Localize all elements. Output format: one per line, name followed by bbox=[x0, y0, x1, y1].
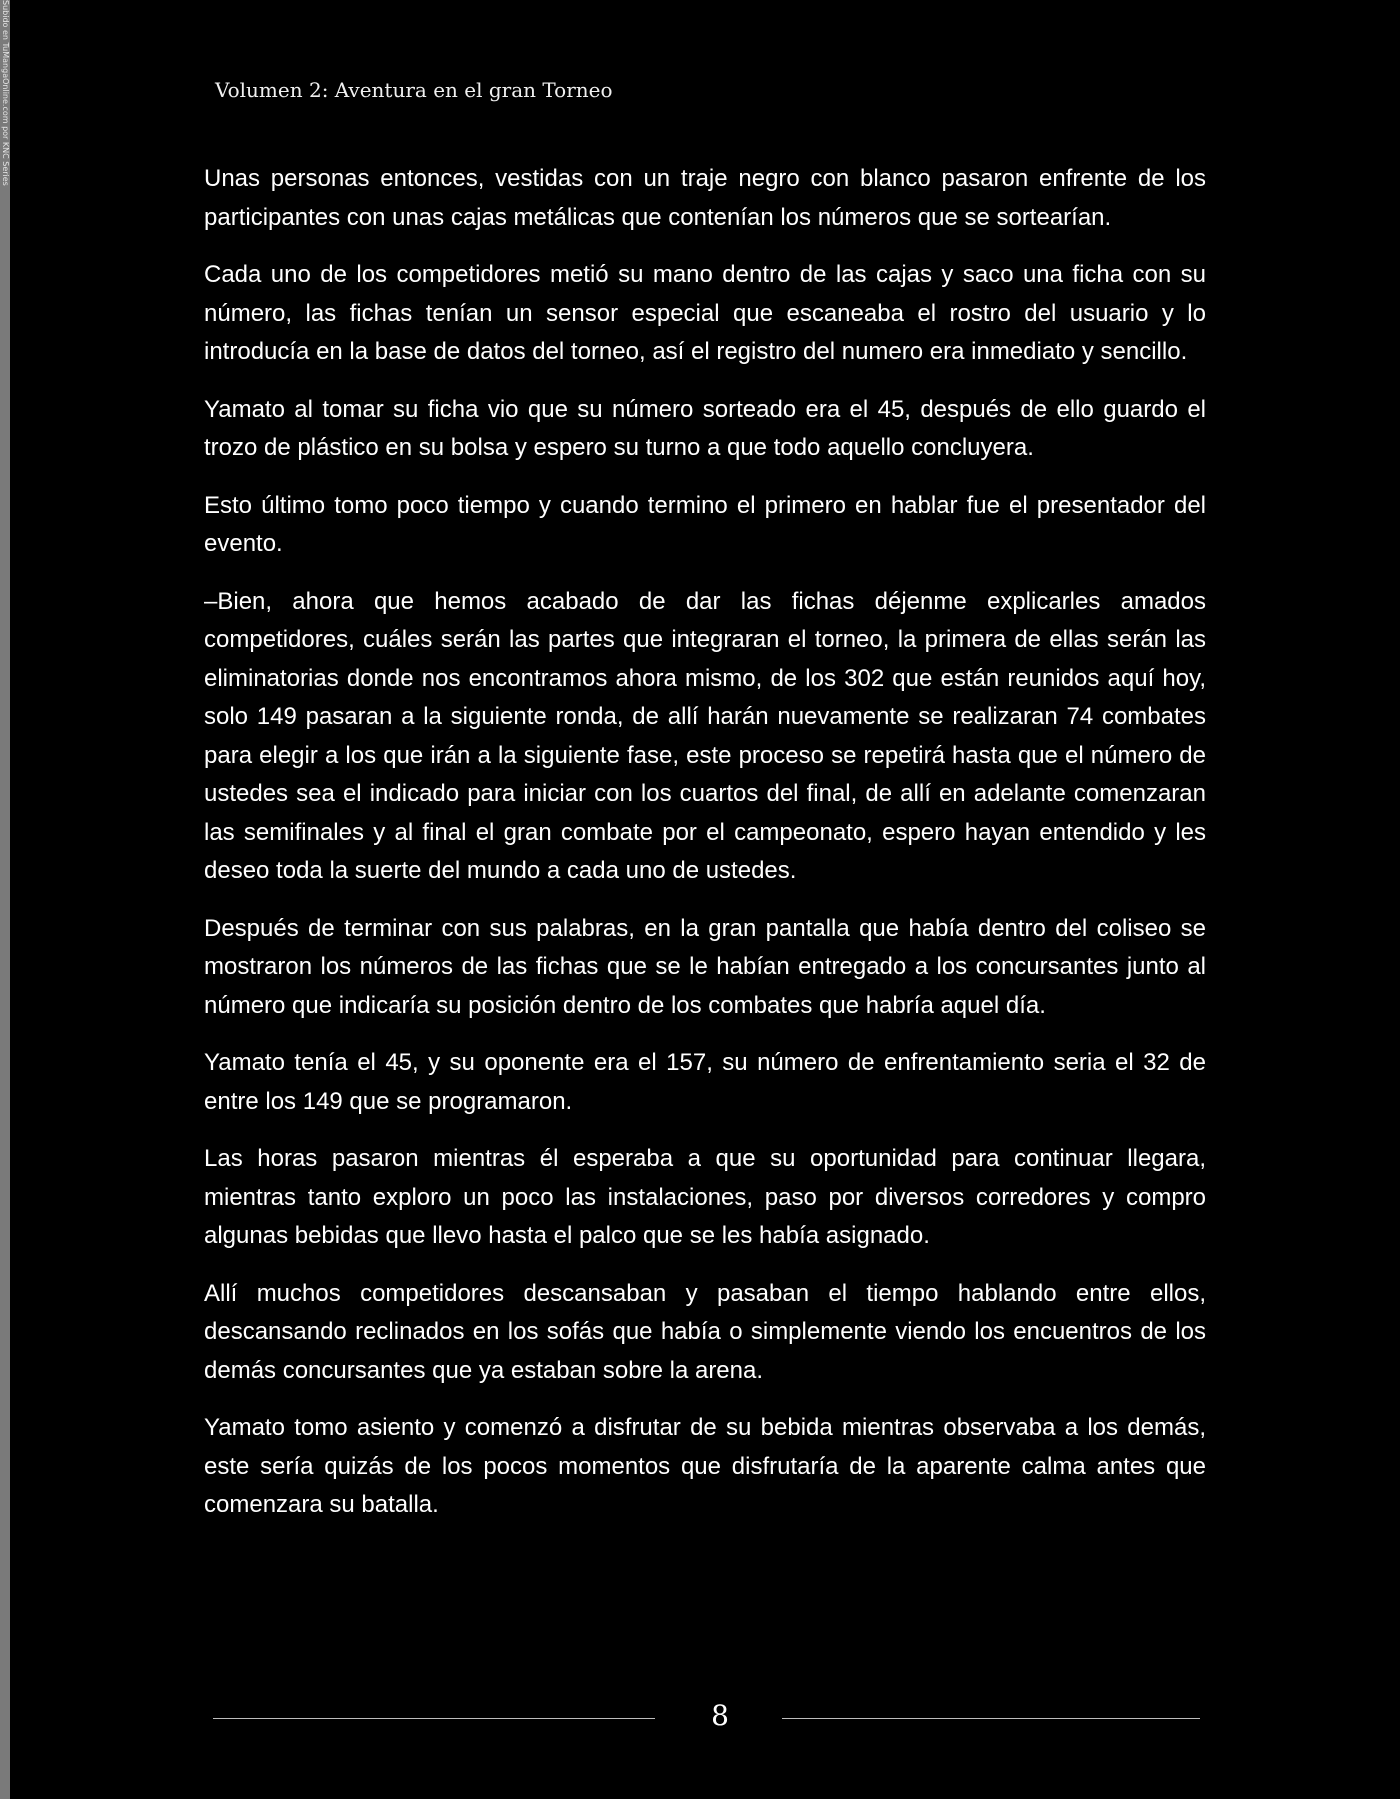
paragraph: Unas personas entonces, vestidas con un traje negro con blanco pasaron enfrente de los participantes con unas cajas metálicas que contenían los números que se sortearían. bbox=[204, 165, 1206, 231]
paragraph: Después de terminar con sus palabras, en la gran pantalla que había dentro del coliseo se mostraron los números de las fichas que se le habían entregado a los concursantes junto al número que indicaría su posición dentro de los combates que habría aquel día. bbox=[204, 914, 1206, 1019]
page-number: 8 bbox=[711, 1699, 729, 1732]
running-header: Volumen 2: Aventura en el gran Torneo bbox=[215, 78, 613, 102]
paragraph: Las horas pasaron mientras él esperaba a que su oportunidad para continuar llegara, mientras tanto exploro un poco las instalaciones, paso por diversos corredores y compro algunas bebidas que llevo hasta el palco que se les había asignado. bbox=[204, 1145, 1206, 1249]
footer-rule-right bbox=[782, 1718, 1200, 1719]
paragraph: Yamato al tomar su ficha vio que su número sorteado era el 45, después de ello guardo el trozo de plástico en su bolsa y espero su turno a que todo aquello concluyera. bbox=[204, 395, 1206, 461]
side-watermark: Subido en TuMangaOnline.com por KNC Series bbox=[1, 0, 10, 186]
paragraph: Yamato tenía el 45, y su oponente era el 157, su número de enfrentamiento seria el 32 de entre los 149 que se programaron. bbox=[204, 1049, 1206, 1115]
paragraph: Cada uno de los competidores metió su mano dentro de las cajas y saco una ficha con su número, las fichas tenían un sensor especial que escaneaba el rostro del usuario y lo introducía en la base de datos del torneo, así el registro del numero era inmediato y sencillo. bbox=[204, 261, 1206, 365]
text-body bbox=[204, 160, 1206, 1544]
paragraph: Yamato tomo asiento y comenzó a disfrutar de su bebida mientras observaba a los demás, este sería quizás de los pocos momentos que disfrutaría de la aparente calma antes que comenzara su batalla. bbox=[204, 1414, 1206, 1518]
paragraph: –Bien, ahora que hemos acabado de dar las fichas déjenme explicarles amados competidores, cuáles serán las partes que integraran el torneo, la primera de ellas serán las eliminatorias donde nos encontramos ahora mismo, de los 302 que están reunidos aquí hoy, solo 149 pasaran a la siguiente ronda, de allí harán nuevamente se realizaran 74 combates para elegir a los que irán a la siguiente fase, este proceso se repetirá hasta que el número de ustedes sea el indicado para iniciar con los cuartos del final, de allí en adelante comenzaran las semifinales y al final el gran combate por el campeonato, espero hayan entendido y les deseo toda la suerte del mundo a cada uno de ustedes. bbox=[204, 587, 1206, 884]
footer-rule-left bbox=[213, 1718, 655, 1719]
paragraph: Allí muchos competidores descansaban y pasaban el tiempo hablando entre ellos, descansando reclinados en los sofás que había o simplemente viendo los encuentros de los demás concursantes que ya estaban sobre la arena. bbox=[204, 1279, 1206, 1384]
paragraph: Esto último tomo poco tiempo y cuando termino el primero en hablar fue el presentador del evento. bbox=[204, 491, 1206, 557]
left-edge-strip bbox=[0, 0, 10, 1799]
